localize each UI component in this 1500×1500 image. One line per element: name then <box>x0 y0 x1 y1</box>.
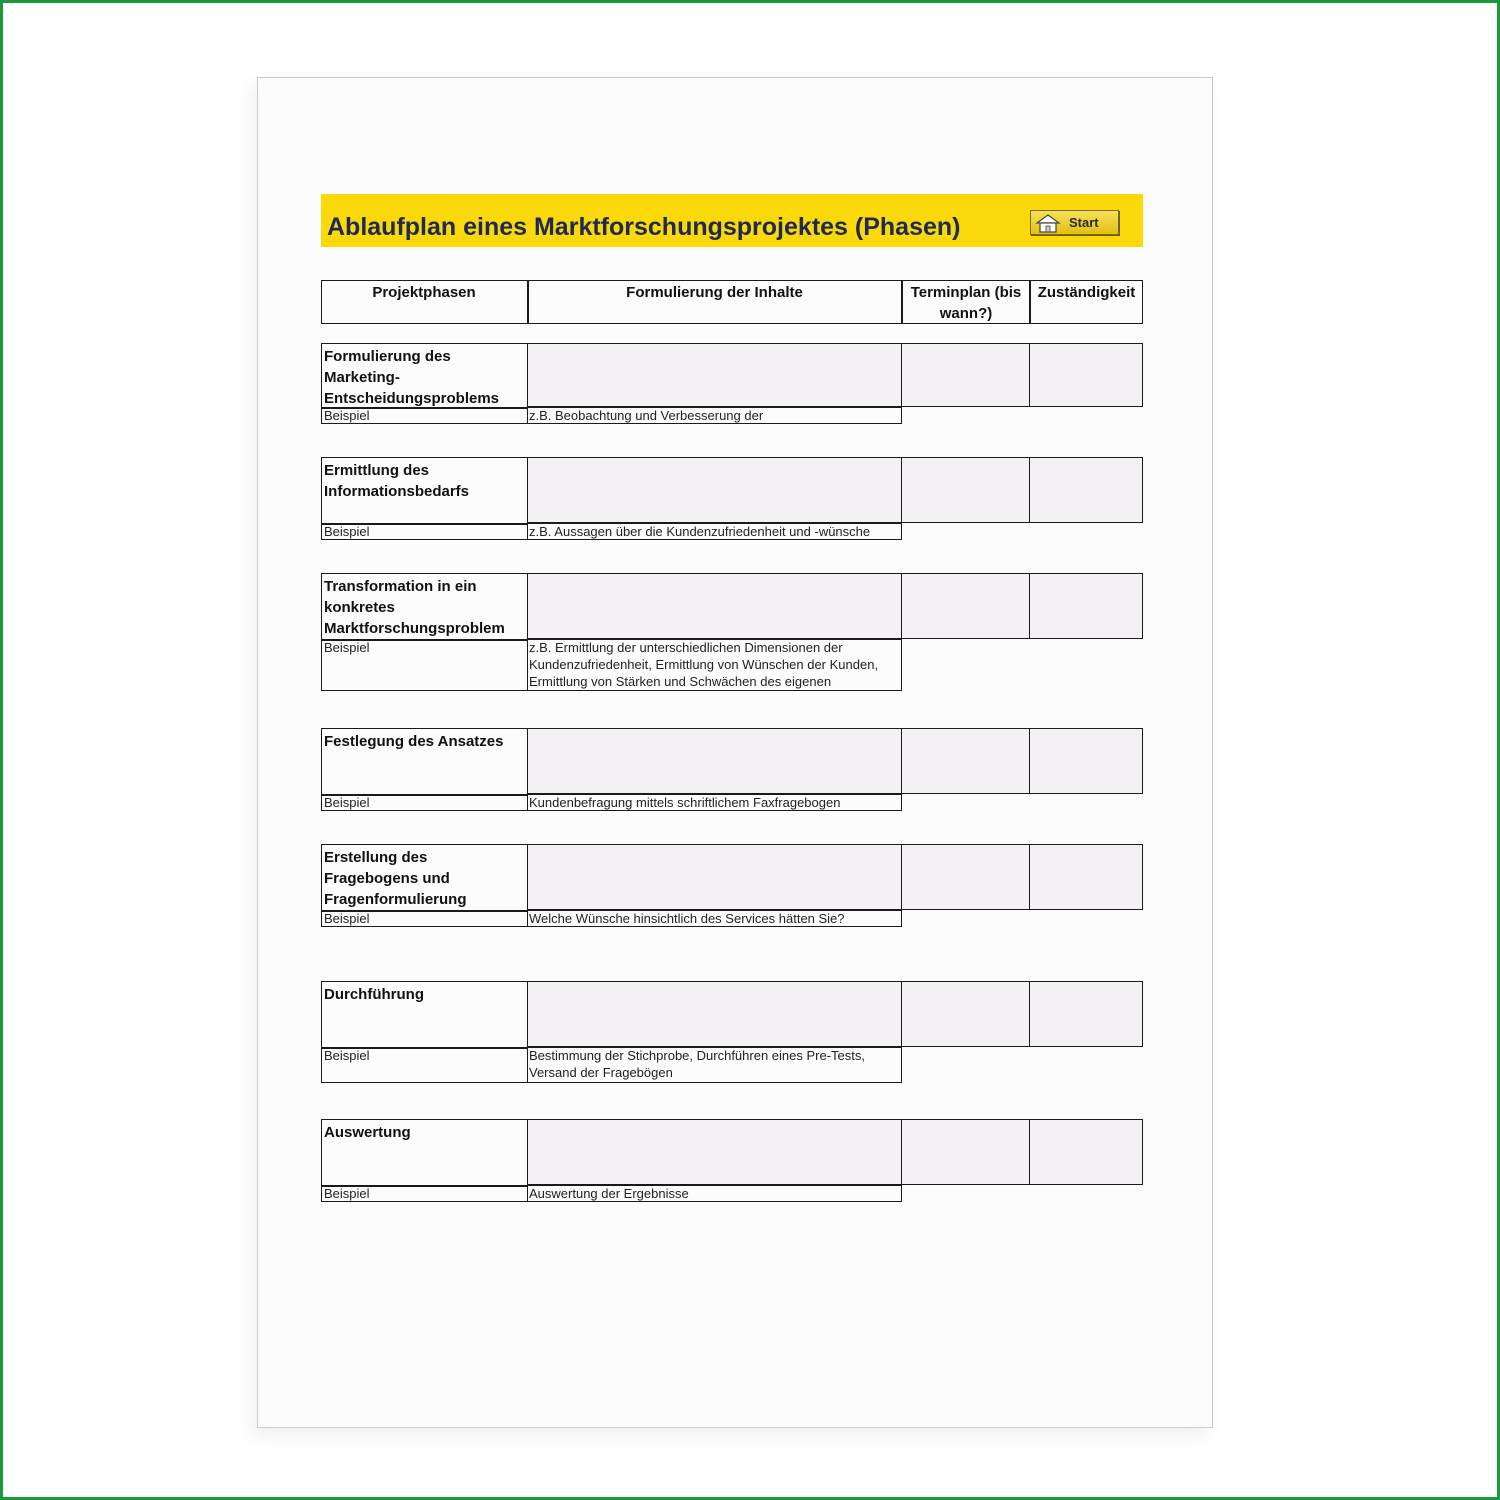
example-label: Beispiel <box>324 408 370 423</box>
example-text <box>527 910 901 927</box>
example-text <box>527 639 901 690</box>
example-text-line: z.B. Ermittlung der unterschiedlichen Dimensionen der <box>529 640 843 655</box>
header-terminplan-line1: Terminplan (bis <box>910 284 1022 301</box>
example-text-line: Versand der Fragebögen <box>529 1065 673 1080</box>
example-text-line: Ermittlung von Stärken und Schwächen des eigenen <box>529 674 832 689</box>
schedule-input-cell[interactable] <box>901 457 1030 523</box>
contents-input-cell[interactable] <box>527 457 902 523</box>
responsibility-input-cell[interactable] <box>1029 573 1143 639</box>
phase-name-line: Marktforschungsproblem <box>324 620 505 637</box>
example-text <box>527 523 901 540</box>
phase-name-line: Fragenformulierung <box>324 891 467 908</box>
example-label: Beispiel <box>324 1048 370 1063</box>
start-button[interactable] <box>1030 210 1119 235</box>
schedule-input-cell[interactable] <box>901 343 1030 407</box>
example-label: Beispiel <box>324 640 370 655</box>
schedule-input-cell[interactable] <box>901 1119 1030 1185</box>
example-text-line: Bestimmung der Stichprobe, Durchführen eines Pre-Tests, <box>529 1048 865 1063</box>
schedule-input-cell[interactable] <box>901 573 1030 639</box>
example-text <box>527 1047 901 1081</box>
phase-name <box>321 845 527 912</box>
phase-name-line: konkretes <box>324 599 395 616</box>
phase-name-line: Transformation in ein <box>324 578 477 595</box>
phase-name <box>321 1120 527 1145</box>
schedule-input-cell[interactable] <box>901 981 1030 1047</box>
contents-input-cell[interactable] <box>527 981 902 1047</box>
phase-name-line: Formulierung des <box>324 348 451 365</box>
header-terminplan <box>902 282 1030 324</box>
example-text <box>527 1185 901 1202</box>
responsibility-input-cell[interactable] <box>1029 844 1143 910</box>
phase-name-line: Marketing- <box>324 369 400 386</box>
house-icon <box>1035 213 1061 233</box>
phase-name <box>321 574 527 641</box>
phase-name <box>321 982 527 1007</box>
contents-input-cell[interactable] <box>527 573 902 639</box>
contents-input-cell[interactable] <box>527 1119 902 1185</box>
header-terminplan-line2: wann?) <box>939 305 993 322</box>
phase-name-line: Informationsbedarfs <box>324 483 470 500</box>
phase-name-line: Auswertung <box>324 1124 411 1141</box>
example-text <box>527 794 901 811</box>
example-label: Beispiel <box>324 524 370 539</box>
contents-input-cell[interactable] <box>527 343 902 407</box>
header-projektphasen: Projektphasen <box>372 284 476 301</box>
example-label: Beispiel <box>324 911 370 926</box>
header-zustaendigkeit: Zuständigkeit <box>1037 284 1136 301</box>
contents-input-cell[interactable] <box>527 844 902 910</box>
responsibility-input-cell[interactable] <box>1029 457 1143 523</box>
example-text <box>527 407 901 424</box>
example-label: Beispiel <box>324 1186 370 1201</box>
phase-name-line: Festlegung des Ansatzes <box>324 733 504 750</box>
phase-name <box>321 344 527 411</box>
responsibility-input-cell[interactable] <box>1029 728 1143 794</box>
responsibility-input-cell[interactable] <box>1029 343 1143 407</box>
schedule-input-cell[interactable] <box>901 728 1030 794</box>
contents-input-cell[interactable] <box>527 728 902 794</box>
start-button-label: Start <box>1069 215 1099 230</box>
example-text-line: Kundenbefragung mittels schriftlichem Faxfragebogen <box>529 795 841 810</box>
example-text-line: z.B. Aussagen über die Kundenzufriedenheit und -wünsche <box>529 524 871 539</box>
schedule-input-cell[interactable] <box>901 844 1030 910</box>
example-text-line: z.B. Beobachtung und Verbesserung der <box>529 408 764 423</box>
example-text-line: Kundenzufriedenheit, Ermittlung von Wünschen der Kunden, <box>529 657 879 672</box>
phase-name-line: Ermittlung des <box>324 462 430 479</box>
phase-name-line: Fragebogens und <box>324 870 450 887</box>
document-title: Ablaufplan eines Marktforschungsprojektes (Phasen) <box>327 213 961 241</box>
phase-name <box>321 729 527 754</box>
phase-name-line: Durchführung <box>324 986 424 1003</box>
phase-name <box>321 458 527 504</box>
responsibility-input-cell[interactable] <box>1029 1119 1143 1185</box>
header-formulierung: Formulierung der Inhalte <box>626 284 803 301</box>
example-label: Beispiel <box>324 795 370 810</box>
phase-name-line: Erstellung des <box>324 849 428 866</box>
example-text-line: Welche Wünsche hinsichtlich des Services hätten Sie? <box>529 911 845 926</box>
phase-name-line: Entscheidungsproblems <box>324 390 500 407</box>
example-text-line: Auswertung der Ergebnisse <box>529 1186 689 1201</box>
responsibility-input-cell[interactable] <box>1029 981 1143 1047</box>
